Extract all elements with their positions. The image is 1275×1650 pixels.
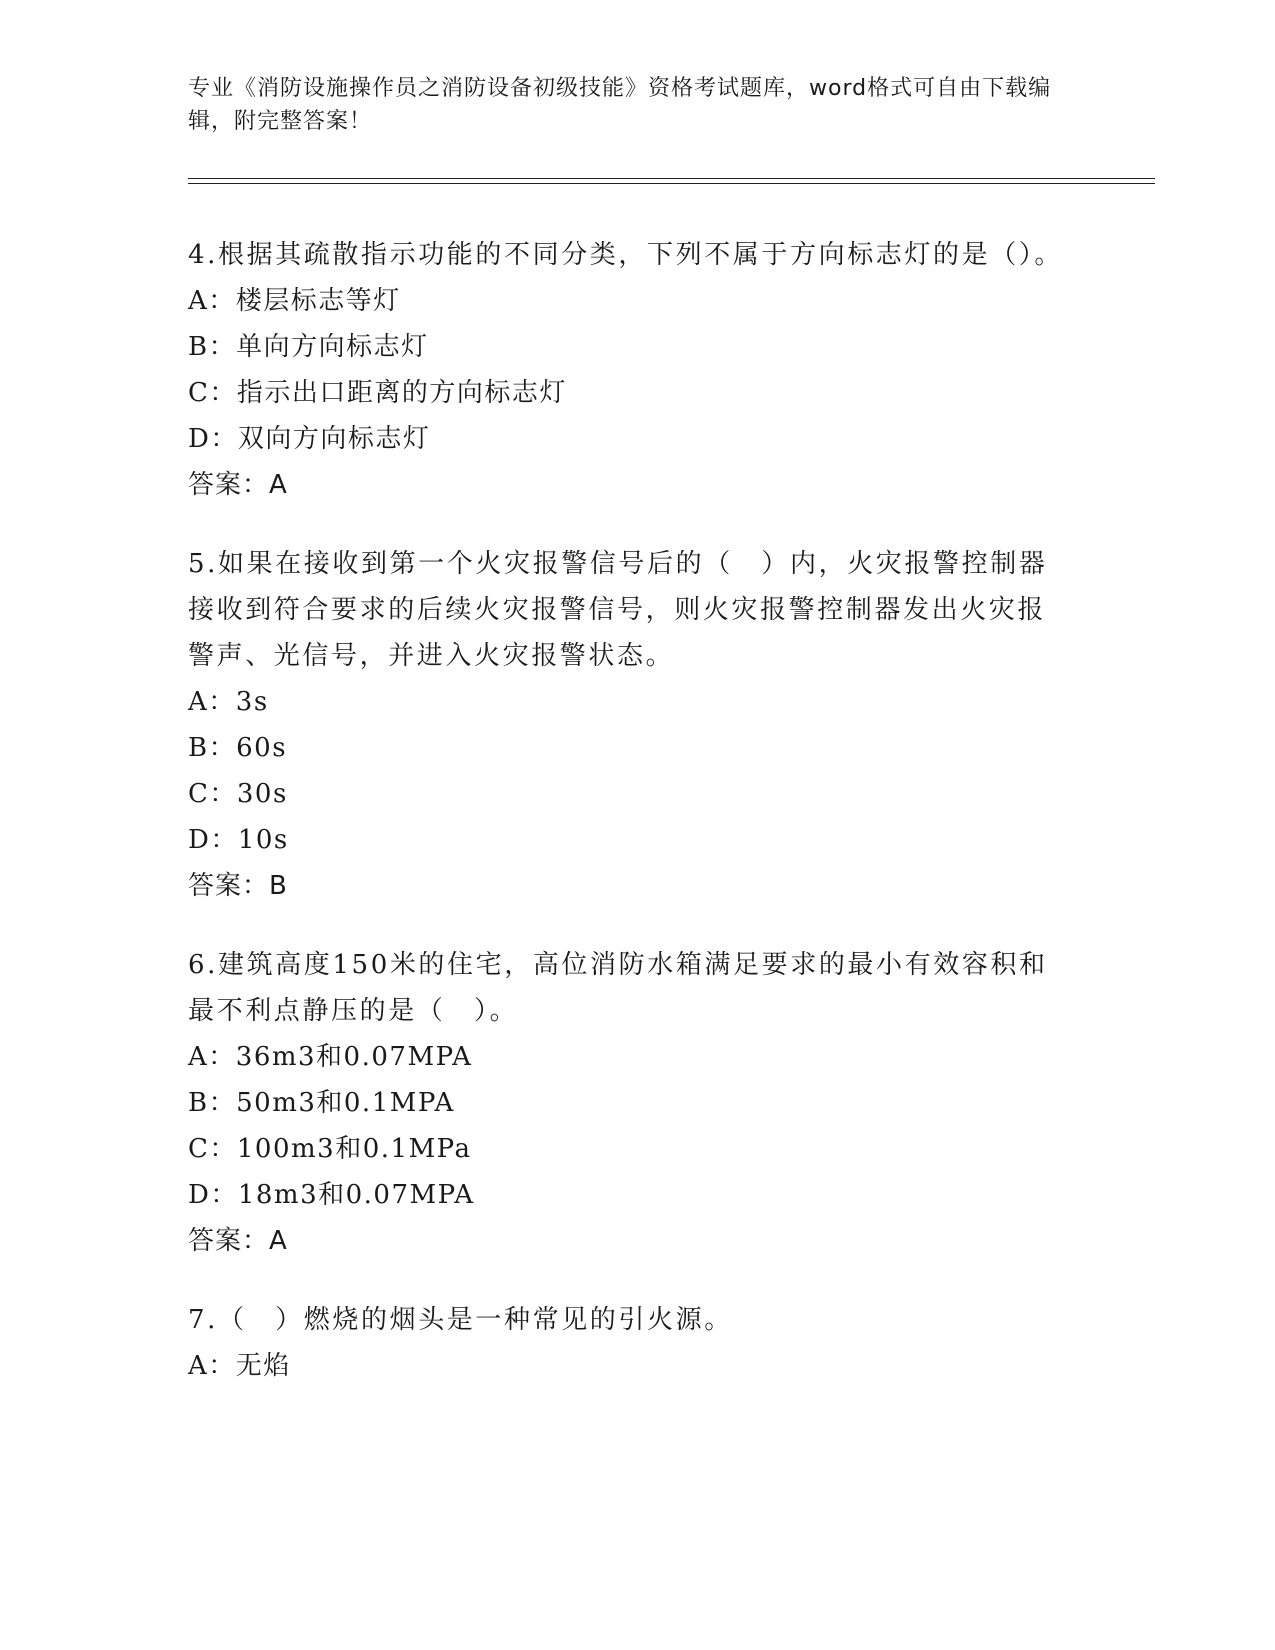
header-divider-bottom [188, 183, 1155, 184]
option-a: A：无焰 [188, 1351, 291, 1381]
question-text: 7.（ ）燃烧的烟头是一种常见的引火源。 [188, 1305, 733, 1335]
option-a: A：楼层标志等灯 [188, 286, 401, 316]
option-a: A：3s [188, 687, 269, 717]
option-d: D：10s [188, 825, 289, 855]
option-c: C：指示出口距离的方向标志灯 [188, 378, 567, 408]
header-divider-top [188, 178, 1155, 179]
answer: 答案：B [188, 871, 288, 901]
question-text: 5.如果在接收到第一个火灾报警信号后的（ ）内，火灾报警控制器接收到符合要求的后续火灾报警信号，则火灾报警控制器发出火灾报警声、光信号，并进入火灾报警状态。 [188, 549, 1048, 671]
option-a: A：36m3和0.07MPA [188, 1042, 473, 1072]
question-4 [188, 232, 1068, 508]
option-b: B：单向方向标志灯 [188, 332, 429, 362]
question-list [188, 232, 1068, 1422]
question-text: 6.建筑高度150米的住宅，高位消防水箱满足要求的最小有效容积和最不利点静压的是（ ）。 [188, 950, 1048, 1026]
question-7 [188, 1297, 1068, 1389]
question-text: 4.根据其疏散指示功能的不同分类，下列不属于方向标志灯的是（）。 [188, 240, 1064, 270]
option-b: B：60s [188, 733, 288, 763]
document-header: 专业《消防设施操作员之消防设备初级技能》资格考试题库，word格式可自由下载编辑，附完整答案！ [188, 76, 1052, 134]
answer: 答案：A [188, 1226, 288, 1256]
option-d: D：18m3和0.07MPA [188, 1180, 475, 1210]
question-5 [188, 541, 1068, 909]
option-d: D：双向方向标志灯 [188, 424, 431, 454]
question-6 [188, 942, 1068, 1264]
answer: 答案：A [188, 470, 288, 500]
option-c: C：30s [188, 779, 288, 809]
option-b: B：50m3和0.1MPA [188, 1088, 455, 1118]
option-c: C：100m3和0.1MPa [188, 1134, 472, 1164]
